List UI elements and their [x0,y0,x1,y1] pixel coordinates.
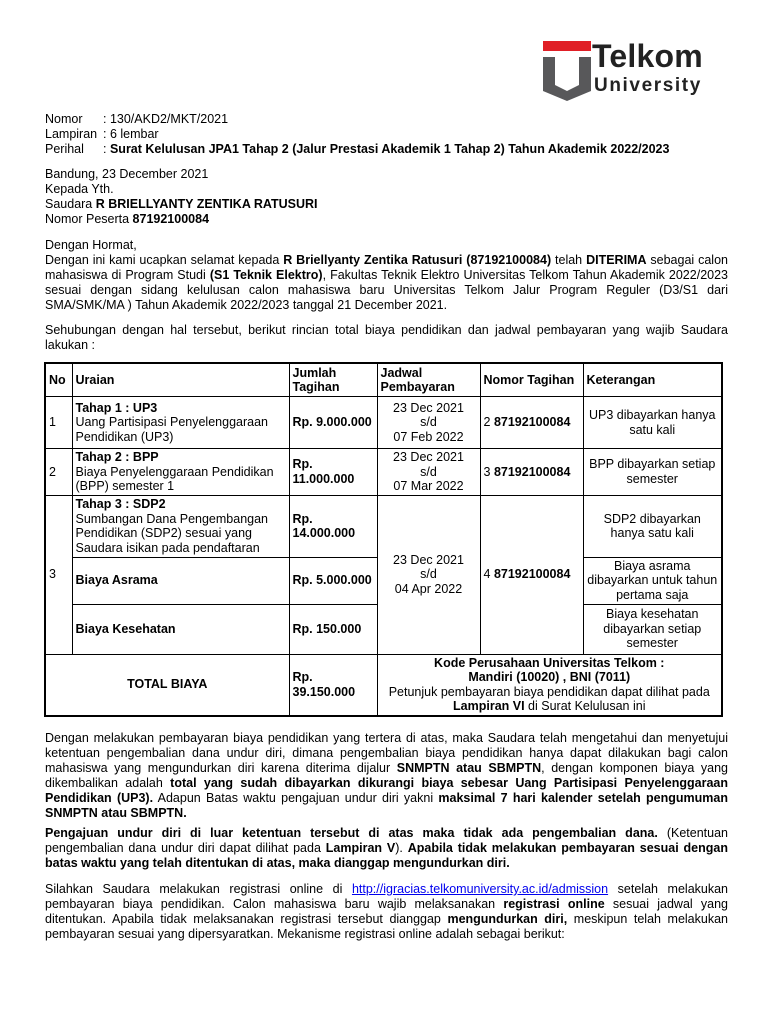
paragraph-withdrawal: Pengajuan undur diri di luar ketentuan tersebut di atas maka tidak ada pengembalian dana. (Ketentuan pengembalian dana undur diri dapat dilihat pada Lampiran V). Apabila tidak melakukan pembayaran sesuai dengan batas waktu yang telah ditentukan di atas, maka dianggap mengundurkan diri. [45,826,728,870]
table-row: Biaya Asrama Rp. 5.000.000 Biaya asrama dibayarkan untuk tahun pertama saja [45,557,722,604]
address-block [45,167,728,227]
logo-name: Telkom [592,38,703,74]
admission-link[interactable]: http://igracias.telkomuniversity.ac.id/admission [351,882,609,896]
table-header-row [45,363,722,397]
peserta-number: 87192100084 [132,212,210,226]
table-row: 1 Tahap 1 : UP3 Uang Partisipasi Penyelenggaraan Pendidikan (UP3) Rp. 9.000.000 23 Dec 2021 s/d 07 Feb 2022 2 87192100084 UP3 dibayarkan hanya satu kali [45,397,722,449]
header-jumlah: Jumlah Tagihan [289,363,377,397]
paragraph-registration: Silahkan Saudara melakukan registrasi online di http://igracias.telkomuniversity.ac.id/admission setelah melakukan pembayaran biaya pendidikan. Calon mahasiswa baru wajib melaksanakan registrasi online sesuai jadwal yang ditentukan. Apabila tidak melaksanakan registrasi tersebut dianggap mengundurkan diri, meskipun telah melakukan pembayaran sesuai yang dipersyaratkan. Mekanisme registrasi online adalah sebagai berikut: [45,882,729,941]
kepada-yth: Kepada Yth. [45,182,114,196]
header-uraian: Uraian [72,363,289,397]
peserta-prefix: Nomor Peserta [45,212,130,226]
perihal-label: Perihal [45,142,84,156]
paragraph-refund: Dengan melakukan pembayaran biaya pendidikan yang tertera di atas, maka Saudara telah mengetahui dan menyetujui ketentuan pengembalian dana undur diri, dimana pengembalian biaya pendidikan hanya dapat dilakukan bagi calon mahasiswa yang mengundurkan diri karena diterima dijalur SNMPTN atau SBMPTN, dengan komponen biaya yang dikembalikan adalah total yang sudah dibayarkan dikurangi biaya sebesar Uang Partisipasi Penyelenggaraan Pendidikan (UP3). Adapun Batas waktu pengajuan undur diri yakni maksimal 7 hari kalender setelah pengumuman SNMPTN atau SBMPTN. [45,731,728,820]
fee-table [44,362,723,717]
paragraph-fee-intro: Sehubungan dengan hal tersebut, berikut rincian total biaya pendidikan dan jadwal pembayaran yang wajib Saudara lakukan : [45,323,728,352]
lampiran-value: : 6 lembar [103,127,159,141]
letter-date: Bandung, 23 December 2021 [45,167,209,181]
table-row: 2 Tahap 2 : BPP Biaya Penyelenggaraan Pendidikan (BPP) semester 1 Rp. 11.000.000 23 Dec 2021 s/d 07 Mar 2022 3 87192100084 BPP dibayarkan setiap semester [45,449,722,496]
paragraph-acceptance: Dengan ini kami ucapkan selamat kepada R Briellyanty Zentika Ratusuri (87192100084) telah DITERIMA sebagai calon mahasiswa di Program Studi (S1 Teknik Elektro), Fakultas Teknik Elektro Universitas Telkom Tahun Akademik 2022/2023 sesuai dengan sidang kelulusan calon mahasiswa baru Universitas Telkom Jalur Program Reguler (D3/S1 dari SMA/SMK/MA ) Tahun Akademik 2022/2023 tanggal 21 December 2021. [45,253,728,312]
table-row: Biaya Kesehatan Rp. 150.000 Biaya kesehatan dibayarkan setiap semester [45,604,722,654]
greeting: Dengan Hormat, [45,238,137,252]
saudara-prefix: Saudara [45,197,93,211]
nomor-label: Nomor [45,112,83,126]
logo-subtitle: University [594,75,702,96]
table-row: 3 Tahap 3 : SDP2 Sumbangan Dana Pengembangan Pendidikan (SDP2) sesuai yang Saudara isikan pada pendaftaran Rp. 14.000.000 23 Dec 2021 s/d 04 Apr 2022 4 87192100084 SDP2 dibayarkan hanya satu kali [45,495,722,557]
perihal-value: Surat Kelulusan JPA1 Tahap 2 (Jalur Prestasi Akademik 1 Tahap 2) Tahun Akademik 2022/2023 [109,142,670,156]
table-total-row: TOTAL BIAYA Rp. 39.150.000 Kode Perusahaan Universitas Telkom : Mandiri (10020) , BNI (7011) Petunjuk pembayaran biaya pendidikan dapat dilihat pada Lampiran VI di Surat Kelulusan ini [45,654,722,716]
header-nomor: Nomor Tagihan [480,363,583,397]
header-no: No [45,363,72,397]
perihal-colon: : [103,142,107,156]
header-keterangan: Keterangan [583,363,722,397]
letter-meta [45,112,669,157]
header-jadwal: Jadwal Pembayaran [377,363,480,397]
nomor-value: : 130/AKD2/MKT/2021 [103,112,229,126]
recipient-name: R BRIELLYANTY ZENTIKA RATUSURI [95,197,318,211]
lampiran-label: Lampiran [45,127,98,141]
